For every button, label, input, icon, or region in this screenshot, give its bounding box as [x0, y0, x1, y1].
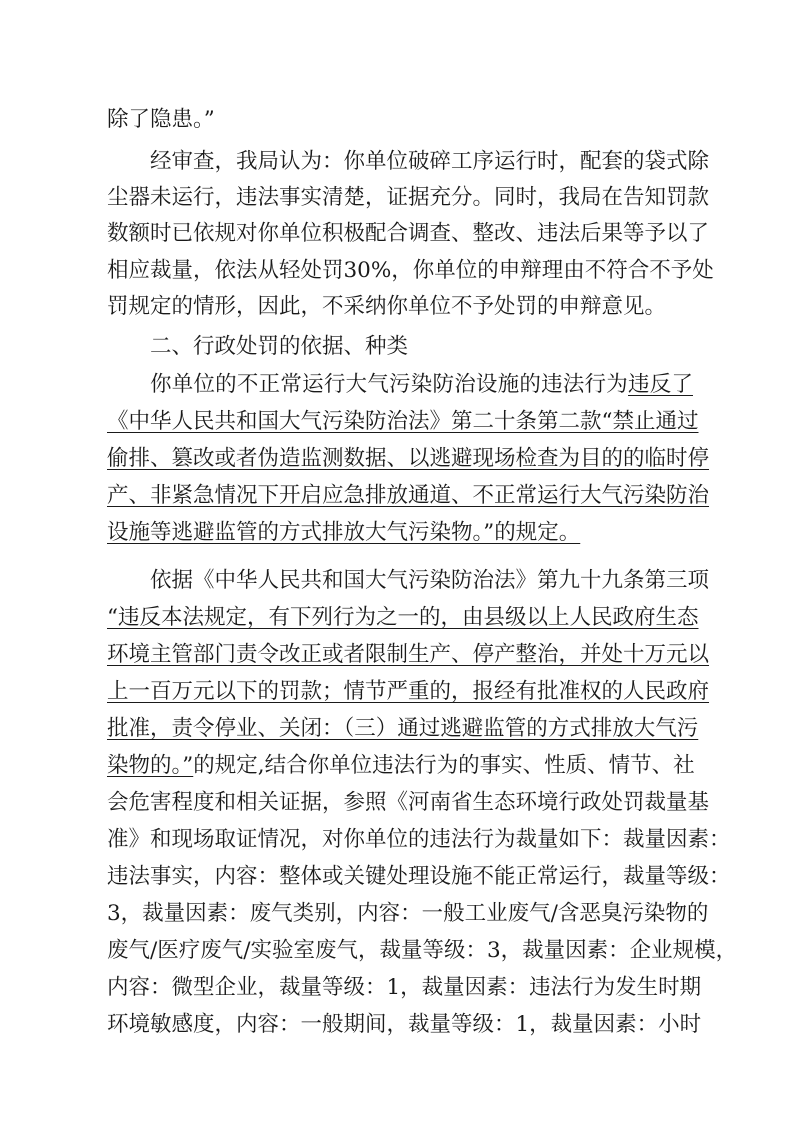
paragraph-line: 相应裁量，依法从轻处罚30%，你单位的申辩理由不符合不予处: [107, 258, 714, 283]
paragraph-line: 经审查，我局认为：你单位破碎工序运行时，配套的袋式除: [150, 149, 710, 174]
underlined-line: 《中华人民共和国大气污染防治法》第二十条第二款“禁止通过: [107, 409, 699, 434]
line-text: 的规定,结合你单位违法行为的事实、性质、情节、社: [193, 753, 695, 778]
underlined-text: 染物的。”: [107, 753, 194, 778]
paragraph-line: 罚规定的情形，因此，不采纳你单位不予处罚的申辩意见。: [107, 294, 667, 319]
paragraph-line: 废气/医疗废气/实验室废气，裁量等级：3，裁量因素：企业规模，: [107, 938, 738, 963]
paragraph-line: [107, 516, 580, 550]
underlined-line: 上一百万元以下的罚款；情节严重的，报经有批准权的人民政府: [107, 679, 710, 704]
paragraph-line: 3，裁量因素：废气类别，内容：一般工业废气/含恶臭污染物的: [107, 901, 709, 926]
paragraph-line: 内容：微型企业，裁量等级：1，裁量因素：违法行为发生时期: [107, 975, 702, 1000]
paragraph-line: 会危害程度和相关证据，参照《河南省生态环境行政处罚裁量基: [107, 790, 710, 815]
paragraph-line: 除了隐患。”: [107, 107, 215, 132]
underlined-line: 环境主管部门责令改正或者限制生产、停产整治，并处十万元以: [107, 642, 710, 667]
underlined-line: 偷排、篡改或者伪造监测数据、以逃避现场检查为目的的临时停: [107, 446, 710, 471]
paragraph-line: 依据《中华人民共和国大气污染防治法》第九十九条第三项: [150, 568, 710, 593]
paragraph-line: 准》和现场取证情况，对你单位的违法行为裁量如下：裁量因素：: [107, 827, 731, 852]
paragraph-line: [150, 368, 693, 402]
paragraph-line: [107, 749, 693, 783]
underlined-text: 设施等逃避监管的方式排放大气污染物。”的规定。: [107, 520, 581, 545]
underlined-line: 产、非紧急情况下开启应急排放通道、不正常运行大气污染防治: [107, 483, 710, 508]
underlined-line: “违反本法规定，有下列行为之一的，由县级以上人民政府生态: [107, 605, 699, 630]
line-text: 你单位的不正常运行大气污染防治设施的违法行为: [150, 372, 629, 397]
section-heading: 二、行政处罚的依据、种类: [150, 334, 409, 359]
paragraph-line: 环境敏感度，内容：一般期间，裁量等级：1，裁量因素：小时: [107, 1012, 702, 1037]
paragraph-line: 尘器未运行，违法事实清楚，证据充分。同时，我局在告知罚款: [107, 185, 710, 210]
underlined-line: 批准，责令停业、关闭：（三）通过逃避监管的方式排放大气污: [107, 716, 699, 741]
paragraph-line: 违法事实，内容：整体或关键处理设施不能正常运行，裁量等级：: [107, 864, 731, 889]
underlined-text: 违反了: [628, 372, 693, 397]
paragraph-line: 数额时已依规对你单位积极配合调查、整改、违法后果等予以了: [107, 221, 710, 246]
